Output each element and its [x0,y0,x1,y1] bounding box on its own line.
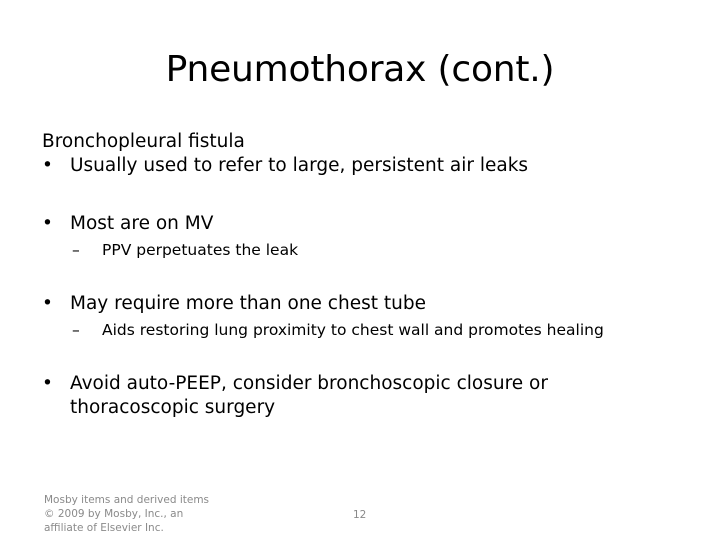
sub-bullet-item-2 [42,240,682,260]
sub-bullet-text: Aids restoring lung proximity to chest wall and promotes healing [102,321,604,339]
copyright-line-3: affiliate of Elsevier Inc. [44,522,164,534]
sub-bullet-marker: – [72,241,80,259]
bullet-item-2 [42,212,682,236]
bullet-item-4 [42,372,682,420]
bullet-marker: • [42,213,53,234]
page-number: 12 [353,509,367,521]
slide-title: Pneumothorax (cont.) [165,49,555,90]
bullet-text: Most are on MV [70,213,214,234]
bullet-marker: • [42,373,53,394]
copyright-line-2: © 2009 by Mosby, Inc., an [44,508,184,520]
copyright-notice [44,493,214,535]
bullet-marker: • [42,293,53,314]
bullet-item-3 [42,292,682,316]
slide-body [42,130,682,420]
sub-bullet-marker: – [72,321,80,339]
bullet-item-1 [42,154,682,178]
bullet-marker: • [42,155,53,176]
bullet-text-line-2: thoracoscopic surgery [70,397,276,418]
section-heading: Bronchopleural fistula [42,131,245,152]
bullet-text: May require more than one chest tube [70,293,426,314]
bullet-text-line-1: Avoid auto-PEEP, consider bronchoscopic closure or [70,373,548,394]
copyright-line-1: Mosby items and derived items [44,494,210,506]
bullet-text: Usually used to refer to large, persistent air leaks [70,155,529,176]
sub-bullet-item-3 [42,320,682,340]
sub-bullet-text: PPV perpetuates the leak [102,241,299,259]
